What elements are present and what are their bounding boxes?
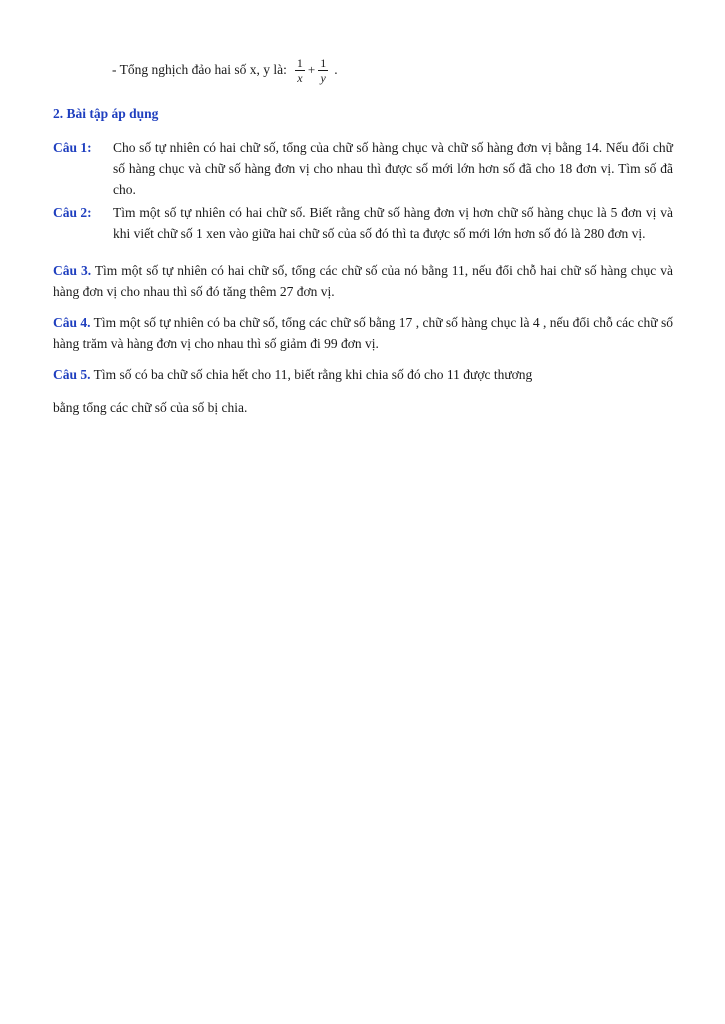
section-heading: 2. Bài tập áp dụng — [53, 106, 159, 121]
question-label: Câu 3. — [53, 263, 92, 278]
question-text: Tìm một số tự nhiên có hai chữ số, tổng các chữ số của nó bằng 11, nếu đổi chỗ hai chữ số hàng chục và hàng đơn vị cho nhau thì số đó tăng thêm 27 đơn vị. — [53, 263, 673, 299]
question-3 — [53, 260, 673, 302]
question-label: Câu 4. — [53, 315, 91, 330]
question-text: Tìm một số tự nhiên có ba chữ số, tổng các chữ số bằng 17 , chữ số hàng chục là 4 , nếu đổi chỗ các chữ số hàng trăm và hàng đơn vị cho nhau thì số giảm đi 99 đơn vị. — [53, 315, 673, 351]
fraction-numerator: 1 — [296, 55, 303, 70]
question-5 — [53, 364, 673, 385]
question-label: Câu 1: — [53, 140, 92, 155]
question-2 — [53, 202, 673, 244]
question-text: Cho số tự nhiên có hai chữ số, tổng của chữ số hàng chục và chữ số hàng đơn vị bằng 14. Nếu đổi chữ số hàng chục và chữ số hàng đơn vị cho nhau thì được số mới lớn hơn số đã cho 18 đơn vị. Tìm số đã cho. — [113, 140, 673, 197]
question-4 — [53, 312, 673, 354]
question-text: Tìm số có ba chữ số chia hết cho 11, biết rằng khi chia số đó cho 11 được thương — [93, 367, 533, 382]
intro-prefix: - Tổng nghịch đảo hai số x, y là: — [112, 62, 287, 77]
fraction-denominator: y — [320, 70, 326, 85]
fraction-numerator: 1 — [320, 55, 327, 70]
fraction-denominator: x — [297, 70, 303, 85]
fraction-one-over-x — [295, 56, 305, 85]
reciprocal-sum-line — [112, 53, 338, 87]
question-5-continuation: bằng tổng các chữ số của số bị chia. — [53, 400, 248, 415]
intro-suffix: . — [334, 62, 338, 77]
question-text: Tìm một số tự nhiên có hai chữ số. Biết rằng chữ số hàng đơn vị hơn chữ số hàng chục là 5 đơn vị và khi viết chữ số 1 xen vào giữa hai chữ số của số đó thì ta được số mới lớn hơn số đó là 280 đơn vị. — [113, 205, 673, 241]
question-1 — [53, 137, 673, 200]
fraction-one-over-y — [318, 56, 328, 85]
plus-operator: + — [307, 62, 316, 77]
question-label: Câu 5. — [53, 367, 91, 382]
question-label: Câu 2: — [53, 205, 92, 220]
